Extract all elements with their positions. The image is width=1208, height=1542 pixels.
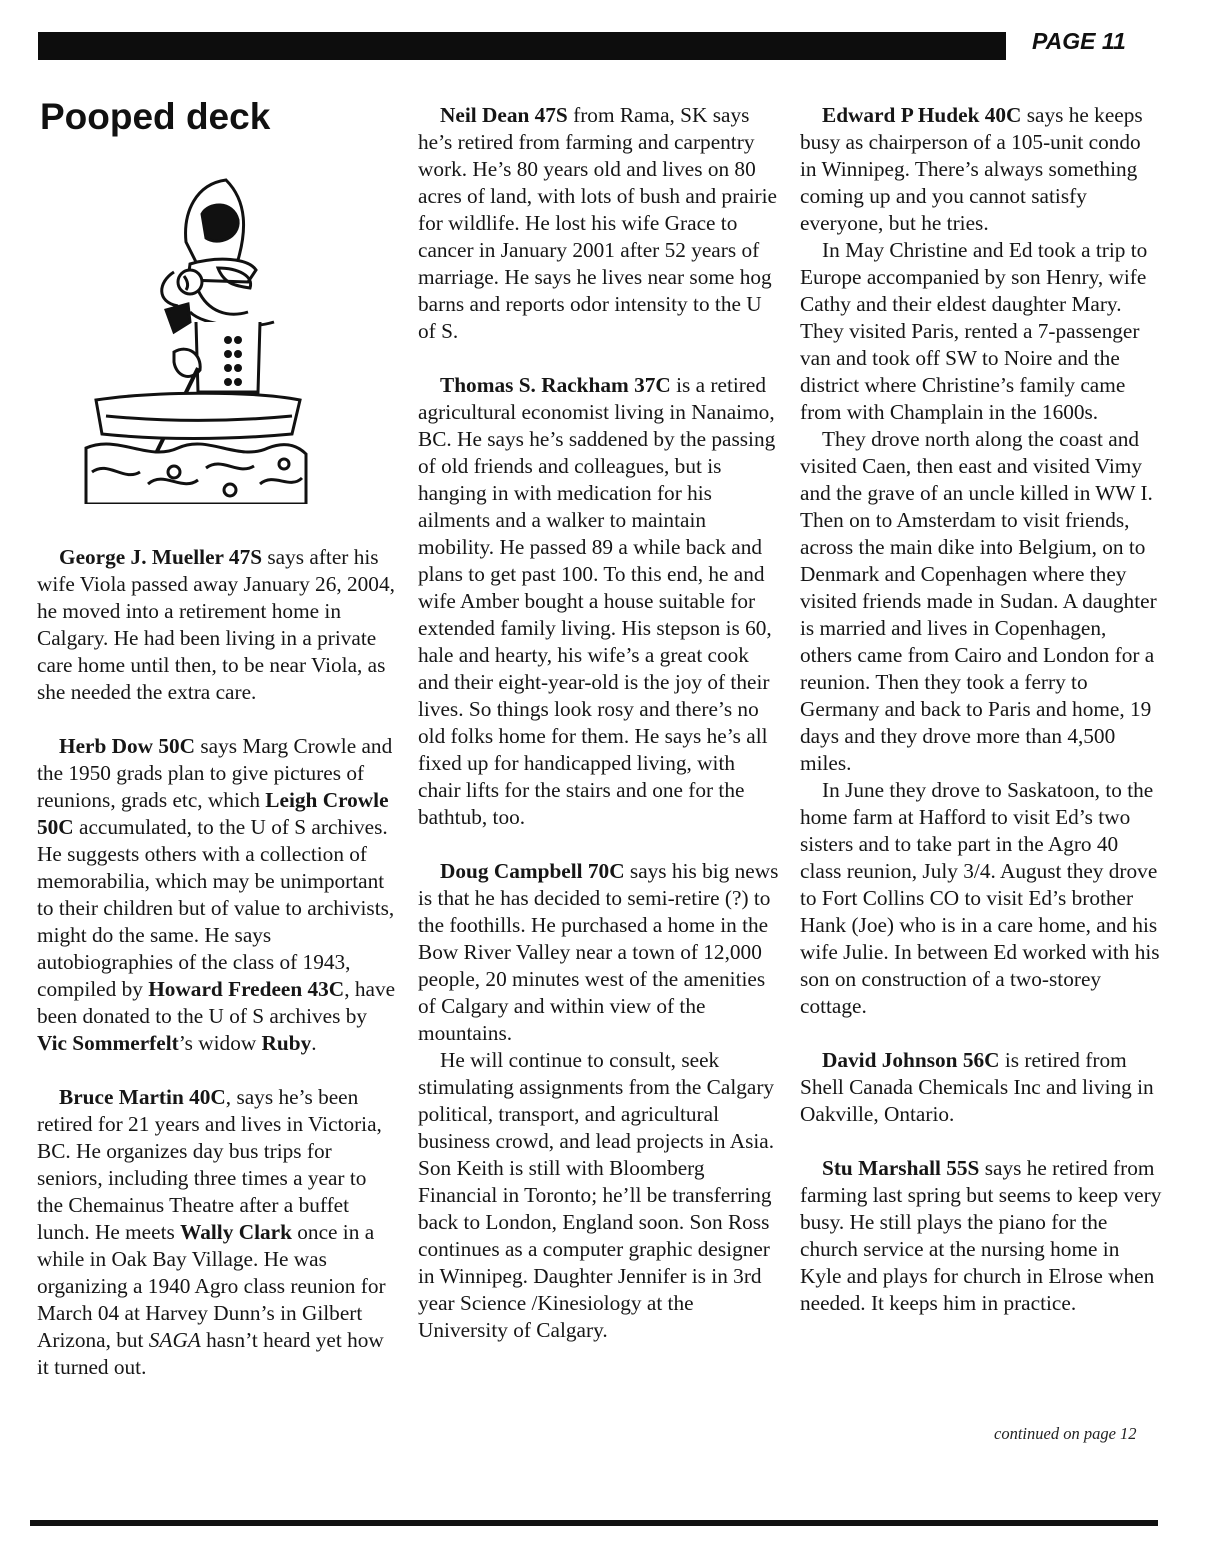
item-dow: Herb Dow 50C says Marg Crowle and the 1950 grads plan to give pictures of reunions, grads etc, which Leigh Crowle 50C accumulated, to the U of S archives. He suggests others with a collection of memorabilia, which may be unimportant to their children but of value to archivists, might do the same. He says autobiographies of the class of 1943, compiled by Howard Fredeen 43C, have been donated to the U of S archives by Vic Sommerfelt’s widow Ruby. [37, 734, 396, 1055]
continued-note: continued on page 12 [994, 1424, 1137, 1443]
magazine-name: SAGA [148, 1328, 201, 1352]
footer-rule [30, 1520, 1158, 1526]
column-3 [800, 102, 1162, 1317]
item-campbell: Doug Campbell 70C says his big news is that he has decided to semi-retire (?) to the foothills. He purchased a home in the Bow River Valley near a town of 12,000 people, 20 minutes west of the amenities of Calgary and within view of the mountains. [418, 859, 779, 1045]
item-hudek-p3: They drove north along the coast and visited Caen, then east and visited Vimy and the grave of an uncle killed in WW I. Then on to Amsterdam to visit friends, across the main dike into Belgium, on to Denmark and Copenhagen where they visited friends made in Sudan. A daughter is married and lives in Copenhagen, others came from Cairo and London for a reunion. Then they took a ferry to Germany and back to Paris and home, 19 days and they drove more than 4,500 miles. [800, 427, 1157, 775]
alumnus-name: Edward P Hudek 40C [822, 103, 1022, 127]
item-hudek-p4: In June they drove to Saskatoon, to the home farm at Hafford to visit Ed’s two sisters and to take part in the Agro 40 class reunion, July 3/4. August they drove to Fort Collins CO to visit Ed’s brother Hank (Joe) who is in a care home, and his wife Julie. In between Ed worked with his son on construction of a two-storey cottage. [800, 778, 1160, 1018]
alumnus-name: George J. Mueller 47S [59, 545, 263, 569]
item-campbell-cont: He will continue to consult, seek stimulating assignments from the Calgary political, transport, and agricultural business crowd, and lead projects in Asia. Son Keith is still with Bloomberg Financial in Toronto; he’ll be transferring back to London, England soon. Son Ross continues as a computer graphic designer in Winnipeg. Daughter Jennifer is in 3rd year Science /Kinesiology at the University of Calgary. [418, 1048, 775, 1342]
alumnus-name: Thomas S. Rackham 37C [440, 373, 671, 397]
item-dean: Neil Dean 47S from Rama, SK says he’s retired from farming and carpentry work. He’s 80 years old and lives on 80 acres of land, with lots of bush and prairie for wildlife. He lost his wife Grace to cancer in January 2001 after 52 years of marriage. He says he lives near some hog barns and reports odor intensity to the U of S. [418, 103, 777, 343]
item-marshall: Stu Marshall 55S says he retired from farming last spring but seems to keep very busy. He still plays the piano for the church service at the nursing home in Kyle and plays for church in Elrose when needed. It keeps him in practice. [800, 1156, 1162, 1315]
column-2 [418, 102, 780, 1344]
item-hudek: Edward P Hudek 40C says he keeps busy as chairperson of a 105-unit condo in Winnipeg. There’s always something coming up and you cannot satisfy everyone, but he tries. [800, 103, 1143, 235]
page-number: PAGE 11 [1032, 28, 1126, 54]
alumnus-name: Doug Campbell 70C [440, 859, 625, 883]
alumnus-name: Bruce Martin 40C [59, 1085, 226, 1109]
sailor-illustration [78, 172, 308, 504]
alumnus-name: Howard Fredeen 43C [148, 977, 345, 1001]
alumnus-name: Ruby [261, 1031, 312, 1055]
alumnus-name: Stu Marshall 55S [822, 1156, 980, 1180]
alumnus-name: Vic Sommerfelt [37, 1031, 179, 1055]
item-rackham: Thomas S. Rackham 37C is a retired agricultural economist living in Nanaimo, BC. He says he’s saddened by the passing of old friends and colleagues, but is hanging in with medication for his ailments and a walker to maintain mobility. He passed 89 a while back and plans to get past 100. To this end, he and wife Amber bought a house suitable for extended family living. His stepson is 60, hale and hearty, his wife’s a great cook and their eight-year-old is the joy of their lives. So things look rosy and there’s no old folks home for them. He says he’s all fixed up for handicapped living, with chair lifts for the stairs and one for the bathtub, too. [418, 373, 776, 829]
alumnus-name: Wally Clark [180, 1220, 292, 1244]
item-johnson: David Johnson 56C is retired from Shell Canada Chemicals Inc and living in Oakville, Ontario. [800, 1048, 1154, 1126]
alumnus-name: Herb Dow 50C [59, 734, 196, 758]
page-title: Pooped deck [40, 96, 271, 137]
item-martin: Bruce Martin 40C, says he’s been retired for 21 years and lives in Victoria, BC. He organizes day bus trips for seniors, including three times a year to the Chemainus Theatre after a buffet lunch. He meets Wally Clark once in a while in Oak Bay Village. He was organizing a 1940 Agro class reunion for March 04 at Harvey Dunn’s in Gilbert Arizona, but SAGA hasn’t heard yet how it turned out. [37, 1085, 386, 1379]
alumnus-name: Leigh Crowle 50C [37, 788, 389, 839]
header-rule [38, 32, 1006, 60]
item-hudek-p2: In May Christine and Ed took a trip to Europe accompanied by son Henry, wife Cathy and their eldest daughter Mary. They visited Paris, rented a 7-passenger van and took off SW to Noire and the district where Christine’s family came from with Champlain in the 1600s. [800, 238, 1148, 424]
alumnus-name: Neil Dean 47S [440, 103, 568, 127]
alumnus-name: David Johnson 56C [822, 1048, 1000, 1072]
item-mueller: George J. Mueller 47S says after his wife Viola passed away January 26, 2004, he moved into a retirement home in Calgary. He had been living in a private care home until then, to be near Viola, as she needed the extra care. [37, 545, 395, 704]
column-1 [37, 544, 397, 1381]
